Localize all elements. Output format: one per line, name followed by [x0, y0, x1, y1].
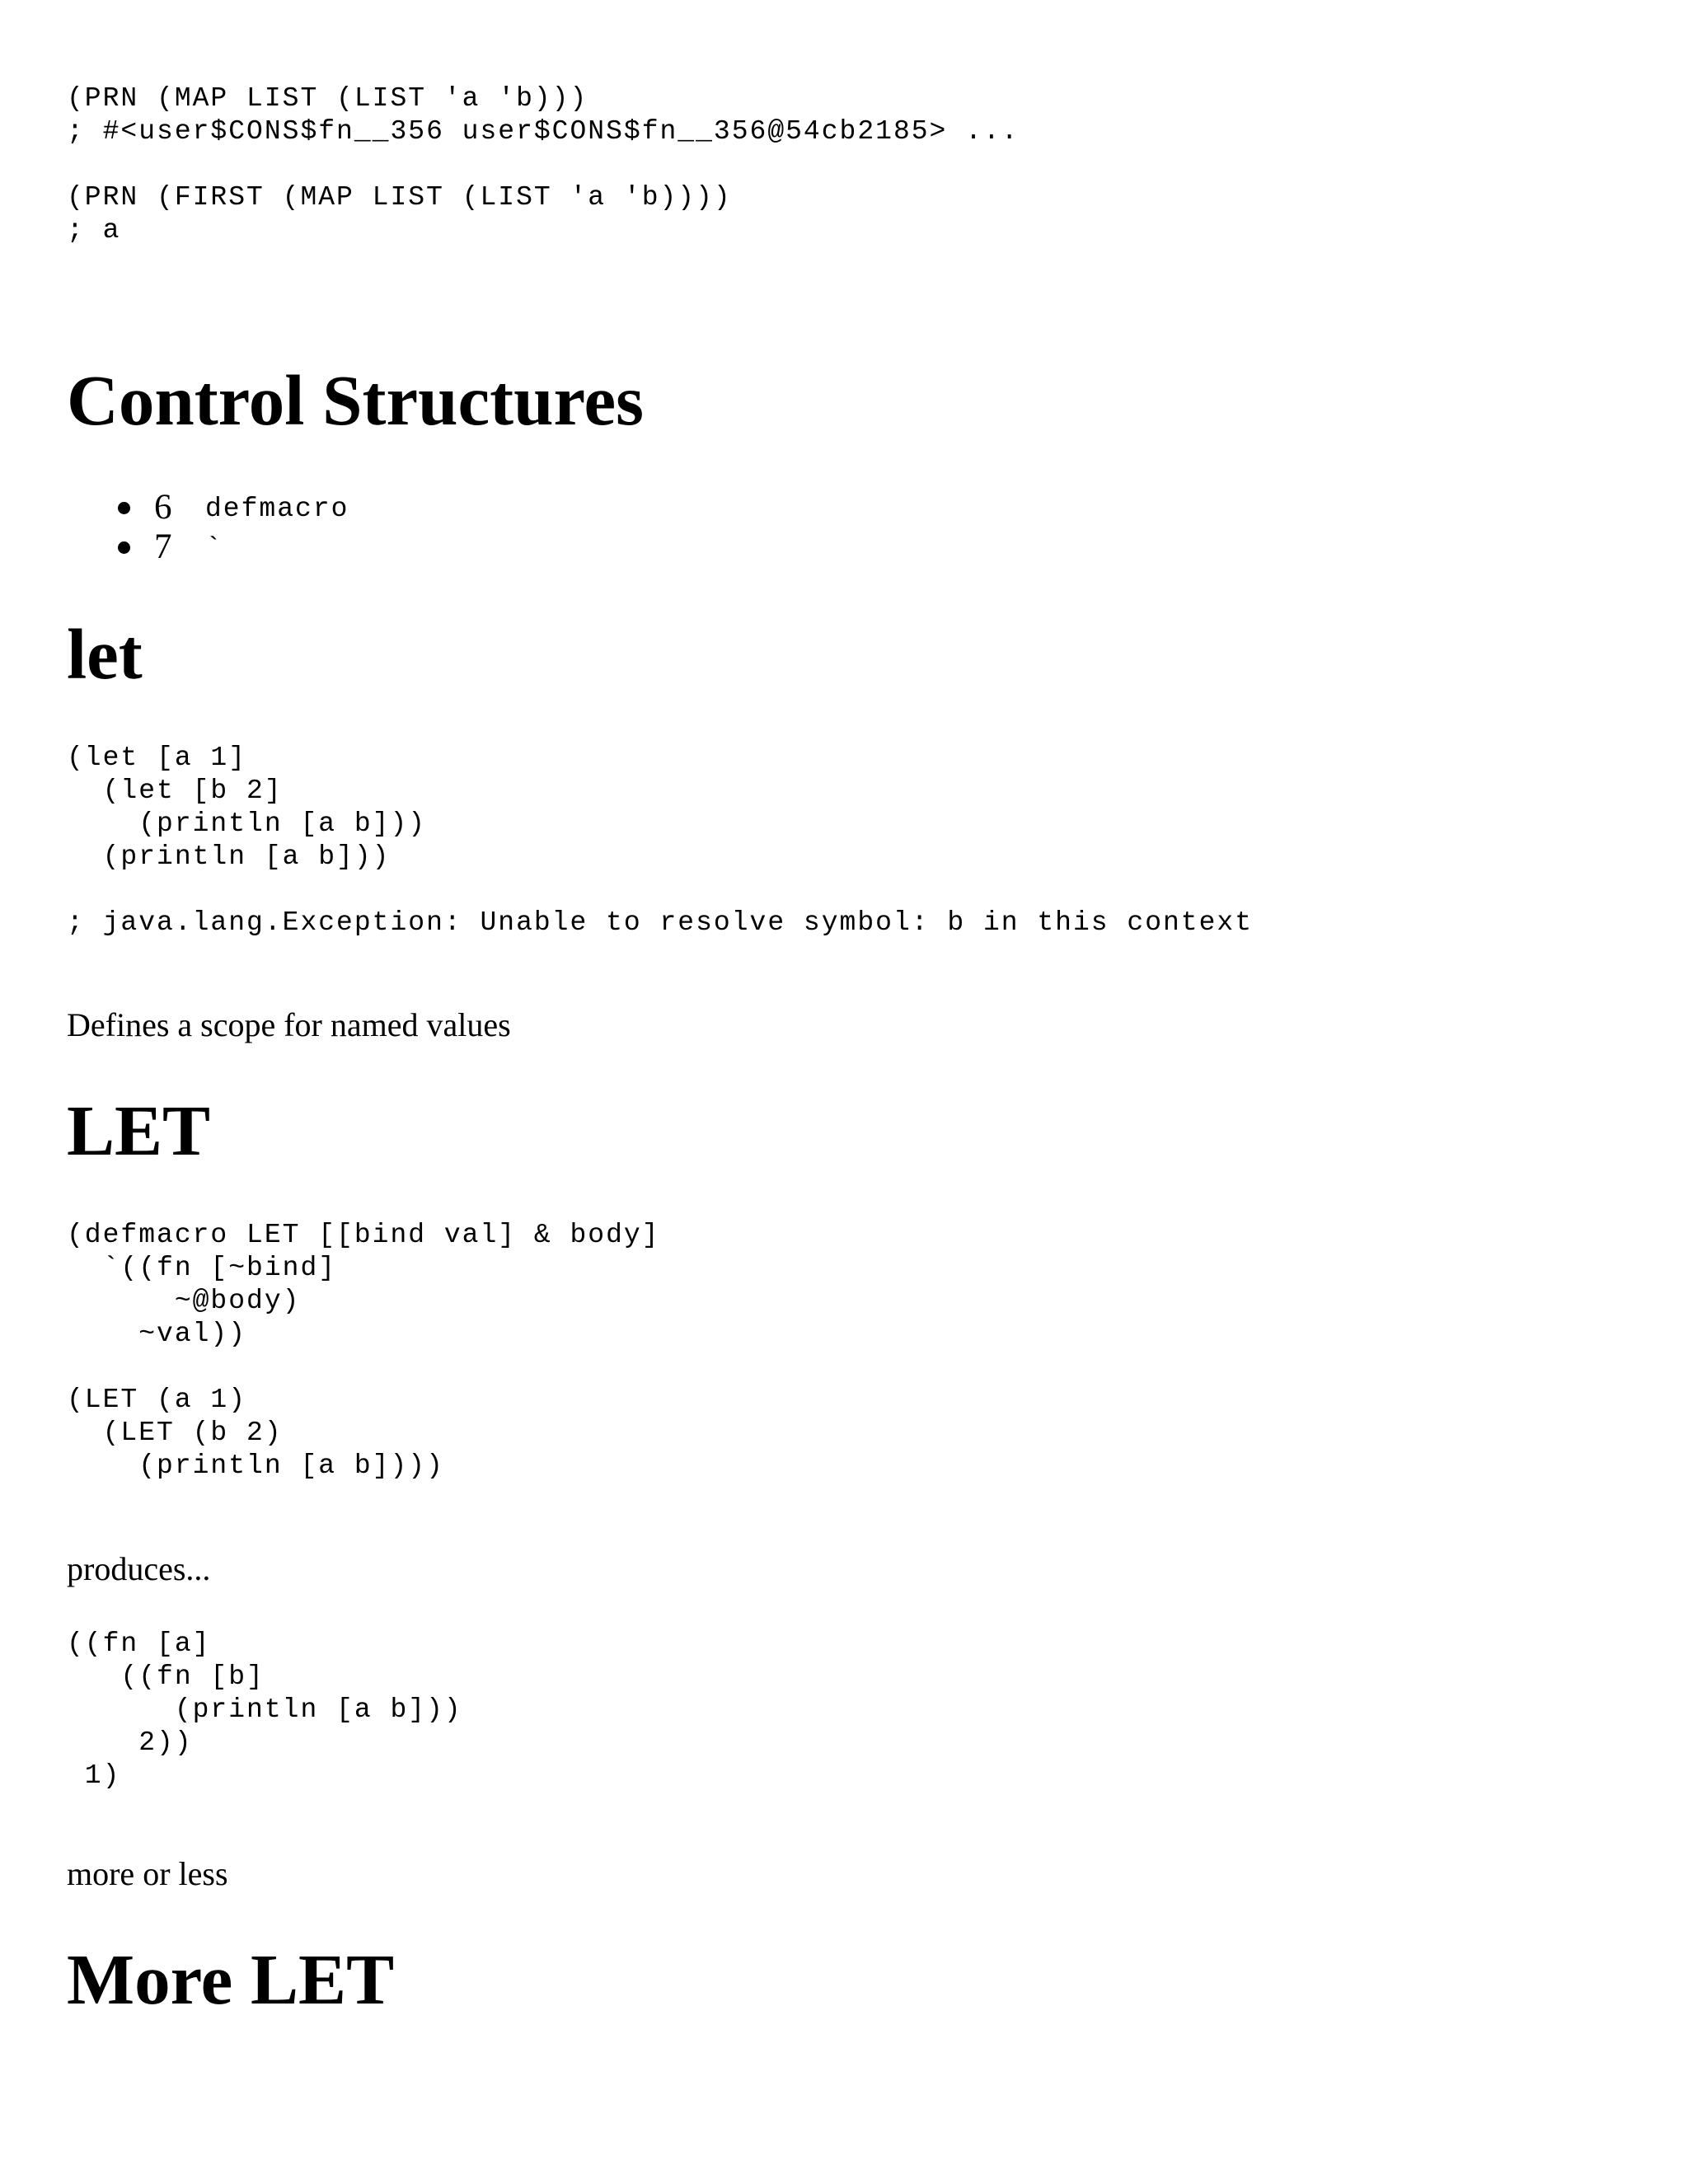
heading-let: let	[67, 614, 143, 694]
code-block-LET-macro: (defmacro LET [[bind val] & body] `((fn [~bind] ~@body) ~val)) (LET (a 1) (LET (b 2) (println [a b])))	[67, 1220, 660, 1481]
code-block-map-list: (PRN (MAP LIST (LIST 'a 'b))) ; #<user$CONS$fn__356 user$CONS$fn__356@54cb2185> ... (PRN (FIRST (MAP LIST (LIST 'a 'b)))) ; a	[67, 83, 1020, 246]
code-block-expansion: ((fn [a] ((fn [b] (println [a b])) 2)) 1)	[67, 1629, 462, 1791]
toc-item-number: 6	[154, 488, 172, 527]
heading-more-let: More LET	[67, 1939, 395, 2019]
more-or-less-text: more or less	[67, 1855, 228, 1892]
heading-control-structures: Control Structures	[67, 360, 644, 440]
let-description: Defines a scope for named values	[67, 1006, 511, 1043]
code-block-let: (let [a 1] (let [b 2] (println [a b])) (println [a b])) ; java.lang.Exception: Unable to resolve symbol: b in this context	[67, 743, 1254, 938]
heading-LET: LET	[67, 1090, 211, 1170]
bullet-icon	[118, 502, 130, 514]
toc-item-label: `	[205, 533, 223, 564]
toc-item-number: 7	[154, 527, 172, 566]
bullet-icon	[118, 541, 130, 554]
toc-item-label: defmacro	[205, 494, 349, 524]
produces-text: produces...	[67, 1550, 211, 1587]
